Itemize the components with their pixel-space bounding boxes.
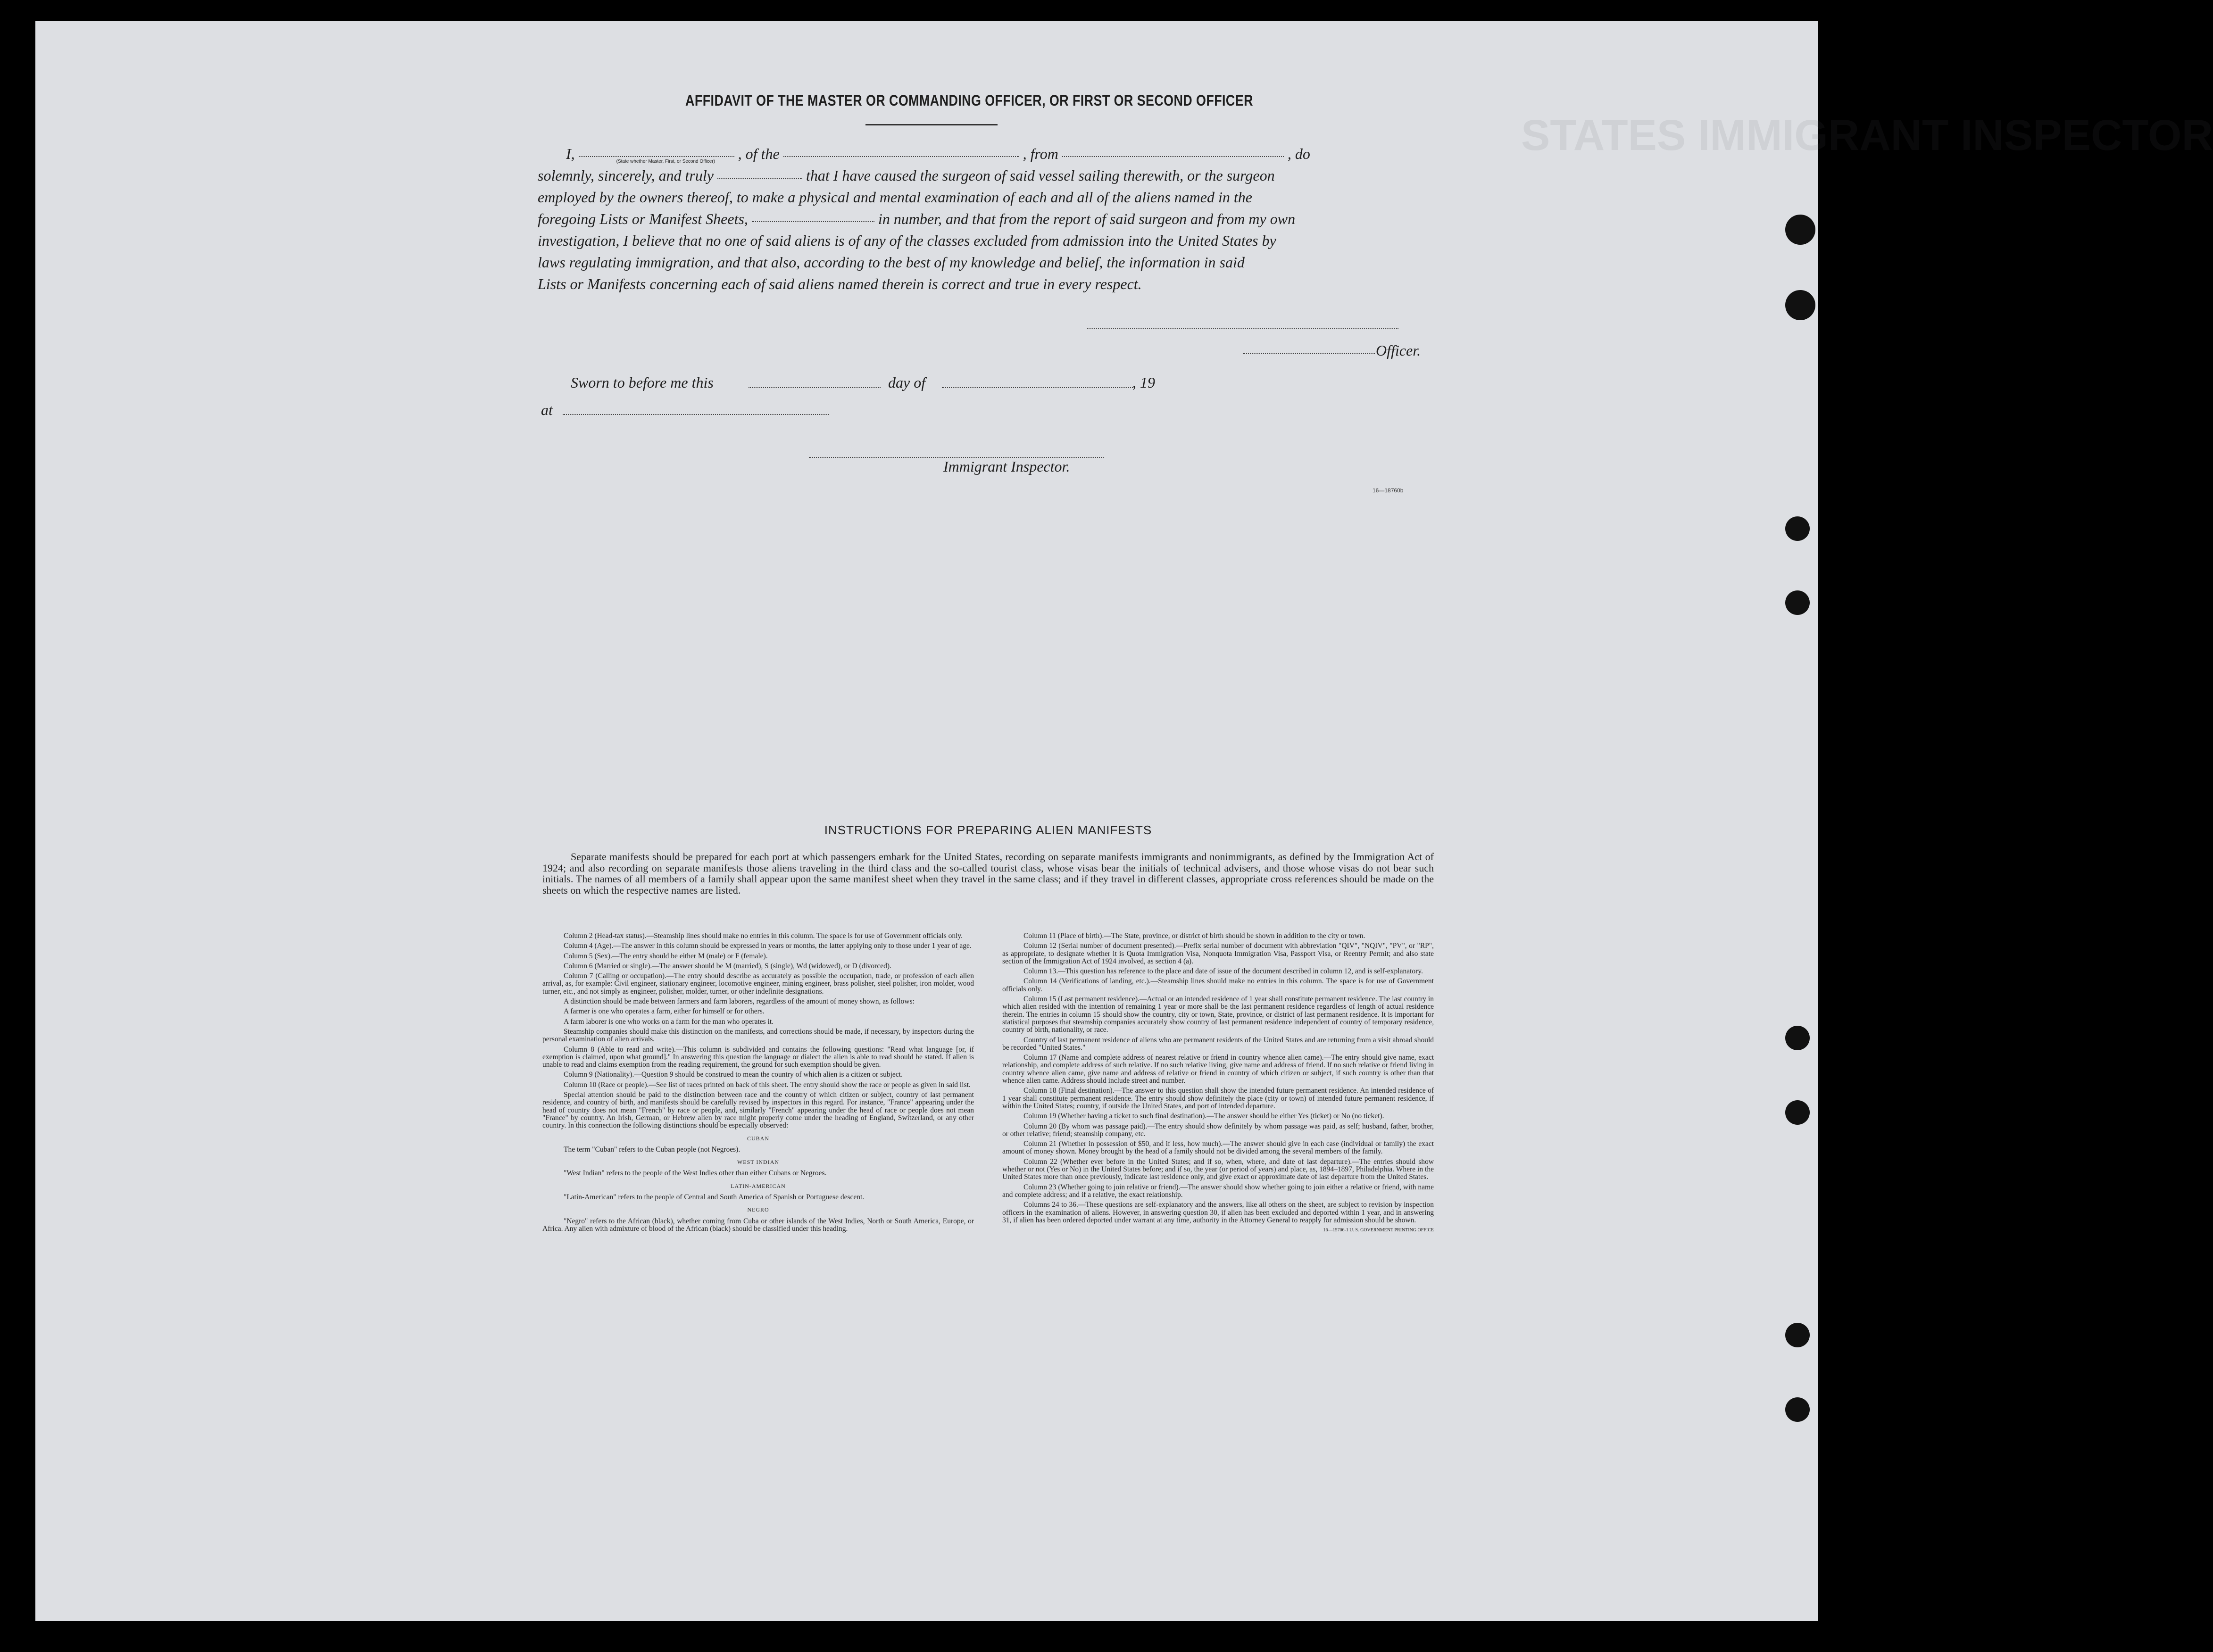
instruction-paragraph: Column 6 (Married or single).—The answer should be M (married), S (single), Wd (widowed), or D (divorced). [564, 962, 891, 970]
title-rule [865, 124, 998, 125]
affidavit-line-6: laws regulating immigration, and that also, according to the best of my knowledge and belief, the information in said [538, 254, 1245, 271]
instruction-paragraph: Columns 24 to 36.—These questions are self-explanatory and the answers, like all others on the sheet, are subject to revision by inspection officers in the examination of aliens. However, in answering question 30, if alien has been excluded and deported within 1 year, and in answering 31, if alien has been ordered deported under warrant at any time, authority in the Attorney General to reapply for admission should be shown. [1002, 1201, 1434, 1224]
instruction-paragraph: Column 21 (Whether in possession of $50, and if less, how much).—The answer should give in each case (individual or family) the exact amount of money shown. Money brought by the head of a family should not be divided among the several members of the family. [1002, 1140, 1434, 1156]
affidavit-line-1: I, (State whether Master, First, or Second Officer) , of the , from , do [538, 143, 1424, 165]
affidavit-line-4: foregoing Lists or Manifest Sheets, in number, and that from the report of said surgeon and from my own [538, 208, 1424, 230]
sheet-count-field[interactable] [752, 208, 874, 222]
instruction-paragraph: Column 13.—This question has reference to the place and date of issue of the document described in column 12, and is self-explanatory. [1023, 967, 1423, 976]
state-note: (State whether Master, First, or Second Officer) [616, 159, 715, 164]
punch-hole [1785, 590, 1810, 615]
instruction-paragraph: Column 15 (Last permanent residence).—Actual or an intended residence of 1 year shall constitute permanent residence. The last country in which alien resided with the intention of remaining 1 year or more shall be the last permanent residence regardless of length of actual residence therein. The entries in column 15 should show the country, city or town, State, province, or district of last permanent residence. It is important for statistical purposes that steamship companies accurately show country of last permanent residence independent of country of temporary residence, country of birth, nationality, or race. [1002, 995, 1434, 1034]
instruction-paragraph: Country of last permanent residence of aliens who are permanent residents of the United States and are returning from a visit abroad should be recorded "United States." [1002, 1036, 1434, 1052]
sworn-day-field[interactable] [749, 386, 881, 388]
bleed-through-text: STATES IMMIGRANT INSPECTOR [1521, 111, 2213, 159]
instruction-paragraph: Column 11 (Place of birth).—The State, province, or district of birth should be shown in addition to the city or town. [1023, 932, 1365, 940]
instruction-paragraph: The term "Cuban" refers to the Cuban people (not Negroes). [564, 1145, 740, 1154]
instruction-paragraph: Column 20 (By whom was passage paid).—The entry should show definitely by whom passage was paid, as self; husband, father, brother, or other relative; friend; steamship company, etc. [1002, 1122, 1434, 1138]
instruction-paragraph: Column 4 (Age).—The answer in this column should be expressed in years or months, the latter applying only to those under 1 year of age. [564, 942, 972, 950]
form-reference: 16—18760b [1373, 487, 1404, 494]
instruction-subheading: CUBAN [747, 1135, 769, 1142]
affidavit-body [538, 143, 1424, 295]
instructions-right-column [1002, 932, 1434, 1237]
instruction-paragraph: Column 14 (Verifications of landing, etc.).—Steamship lines should make no entries in this column. The space is for use of Government officials only. [1002, 977, 1434, 993]
affidavit-line-5: investigation, I believe that no one of said aliens is of any of the classes excluded from admission into the United States by [538, 232, 1276, 249]
instruction-paragraph: Column 18 (Final destination).—The answer to this question shall show the intended future permanent residence. An intended residence of 1 year shall constitute permanent residence. The entry should show definitely the place (city or town) of intended future permanent residence, if within the United States; country, if outside the United States, and port of intended departure. [1002, 1087, 1434, 1110]
punch-hole [1785, 1100, 1810, 1125]
instruction-subheading: LATIN-AMERICAN [731, 1182, 786, 1189]
instruction-paragraph: A farmer is one who operates a farm, either for himself or for others. [564, 1007, 765, 1016]
punch-hole [1785, 1026, 1810, 1050]
affidavit-line-2: solemnly, sincerely, and truly that I have caused the surgeon of said vessel sailing therewith, or the surgeon [538, 165, 1424, 186]
punch-hole [1785, 1397, 1810, 1422]
sworn-month-field[interactable] [942, 386, 1133, 388]
instruction-paragraph: Column 7 (Calling or occupation).—The entry should describe as accurately as possible the occupation, trade, or profession of each alien arrival, as, for example: Civil engineer, stationary engineer, locomotive engineer, mining engineer, brass polisher, steel polisher, iron molder, wood turner, etc., and not simply as engineer, polisher, molder, turner, or other indefinite designations. [542, 972, 974, 996]
instruction-paragraph: A distinction should be made between farmers and farm laborers, regardless of the amount of money shown, as follows: [564, 997, 915, 1006]
printing-office-footer: 16—15706-1 U. S. GOVERNMENT PRINTING OFFICE [1323, 1228, 1434, 1233]
instructions-intro: Separate manifests should be prepared for each port at which passengers embark for the United States, recording on separate manifests immigrants and nonimmigrants, as defined by the Immigration Act of 1924; and also recording on separate manifests those aliens traveling in the third class and the so-called tourist class, whose visas bear the initials of technical advisers, and those whose visas do not bear such initials. The names of all members of a family shall appear upon the same manifest sheet when they travel in the same class; and if they travel in different classes, appropriate cross references should be made on the sheets on which the respective names are listed. [542, 851, 1434, 896]
punch-hole [1785, 516, 1810, 541]
instruction-paragraph: Column 8 (Able to read and write).—This column is subdivided and contains the following questions: "Read what language [or, if exemption is claimed, upon what ground]." In answering this question the language or dialect the alien is able to read should be stated. If alien is unable to read and claims exemption from the reading requirement, the ground for such exemption should be given. [542, 1045, 974, 1069]
officer-signature-line[interactable] [1243, 352, 1375, 354]
instruction-paragraph: Steamship companies should make this distinction on the manifests, and corrections should be made, if necessary, by inspectors during the personal examination of alien arrivals. [542, 1027, 974, 1044]
officer-label: Officer. [1376, 342, 1421, 359]
inspector-label: Immigrant Inspector. [943, 458, 1070, 475]
affidavit-title: AFFIDAVIT OF THE MASTER OR COMMANDING OFFICER, OR FIRST OR SECOND OFFICER [685, 92, 1253, 109]
instruction-paragraph: Column 19 (Whether having a ticket to such final destination).—The answer should be either Yes (ticket) or No (no ticket). [1023, 1112, 1384, 1121]
punch-hole [1785, 1323, 1810, 1347]
instruction-paragraph: Column 9 (Nationality).—Question 9 should be construed to mean the country of which alien is a citizen or subject. [564, 1071, 903, 1079]
punch-hole [1785, 215, 1815, 245]
instruction-subheading: WEST INDIAN [737, 1159, 780, 1166]
sworn-place-field[interactable] [563, 413, 829, 415]
officer-rank-field[interactable] [579, 143, 734, 164]
affidavit-line-7: Lists or Manifests concerning each of said aliens named therein is correct and true in every respect. [538, 275, 1142, 292]
affidavit-line-3: employed by the owners thereof, to make a physical and mental examination of each and all of the aliens named in the [538, 189, 1252, 206]
instruction-paragraph: Column 5 (Sex).—The entry should be either M (male) or F (female). [564, 952, 768, 960]
instruction-paragraph: Column 23 (Whether going to join relative or friend).—The answer should show whether going to join either a relative or friend, with name and complete address; and if a relative, the exact relationship. [1002, 1183, 1434, 1199]
instruction-subheading: NEGRO [747, 1206, 769, 1213]
instruction-paragraph: "West Indian" refers to the people of the West Indies other than either Cubans or Negroes. [564, 1169, 827, 1178]
instruction-paragraph: Special attention should be paid to the distinction between race and the country of which citizen or subject, country of last permanent residence, and country of birth, and manifests should be carefully revised by inspectors in this regard. For instance, "France" appearing under the head of country does not mean "French" by race or people, and, similarly "French" appearing under the head of race or people does not mean "France" by country. An Irish, German, or Hebrew alien by race might properly come under the heading of England, Switzerland, or any other country. In this connection the following distinctions should be especially observed: [542, 1091, 974, 1130]
instruction-paragraph: "Negro" refers to the African (black), whether coming from Cuba or other islands of the West Indies, North or South America, Europe, or Africa. Any alien with admixture of blood of the African (black) should be classified under this heading. [542, 1217, 974, 1233]
instruction-paragraph: Column 10 (Race or people).—See list of races printed on back of this sheet. The entry should show the race or people as given in said list. [564, 1080, 971, 1089]
vessel-name-field[interactable] [783, 143, 1019, 157]
master-signature-line[interactable] [1087, 327, 1398, 329]
day-of-label: day of [888, 374, 926, 391]
instruction-paragraph: Column 2 (Head-tax status).—Steamship lines should make no entries in this column. The space is for use of Government officials only. [564, 932, 963, 940]
document-page [35, 21, 2213, 1621]
sworn-label: Sworn to before me this [571, 374, 714, 391]
instructions-title: INSTRUCTIONS FOR PREPARING ALIEN MANIFESTS [824, 823, 1152, 837]
year-label: , 19 [1132, 374, 1155, 391]
instruction-paragraph: "Latin-American" refers to the people of Central and South America of Spanish or Portuguese descent. [564, 1193, 865, 1202]
port-from-field[interactable] [1062, 143, 1284, 157]
instruction-paragraph: A farm laborer is one who works on a farm for the man who operates it. [564, 1017, 774, 1026]
at-label: at [541, 401, 553, 418]
instructions-left-column [542, 932, 974, 1235]
oath-manner-field[interactable] [717, 165, 802, 179]
instruction-paragraph: Column 22 (Whether ever before in the United States; and if so, when, where, and date of last departure).—The entries should show whether or not (Yes or No) in the United States before; and if so, the year (or period of years) and place, as, 1894–1897, Philadelphia. Where in the United States more than once previously, indicate last residence only, and give exact or approximate date of last departure from the United States. [1002, 1157, 1434, 1181]
punch-hole [1785, 290, 1815, 320]
instruction-paragraph: Column 12 (Serial number of document presented).—Prefix serial number of document with abbreviation "QIV", "NQIV", "PV", or "RP", as appropriate, to designate whether it is Quota Immigration Visa, Nonquota Immigration Visa, Passport Visa, or Reentry Permit; and also state section of the Immigration Act of 1924 involved, as section 4 (a). [1002, 942, 1434, 965]
instruction-paragraph: Column 17 (Name and complete address of nearest relative or friend in country whence alien came).—The entry should give name, exact relationship, and complete address of such relative. If no such relative living, give name and address of friend. If no such relative or friend living in country whence alien came, give name and address of relative or friend in country of which citizen or subject, if such country is other than that whence alien came. Address should include street and number. [1002, 1054, 1434, 1085]
